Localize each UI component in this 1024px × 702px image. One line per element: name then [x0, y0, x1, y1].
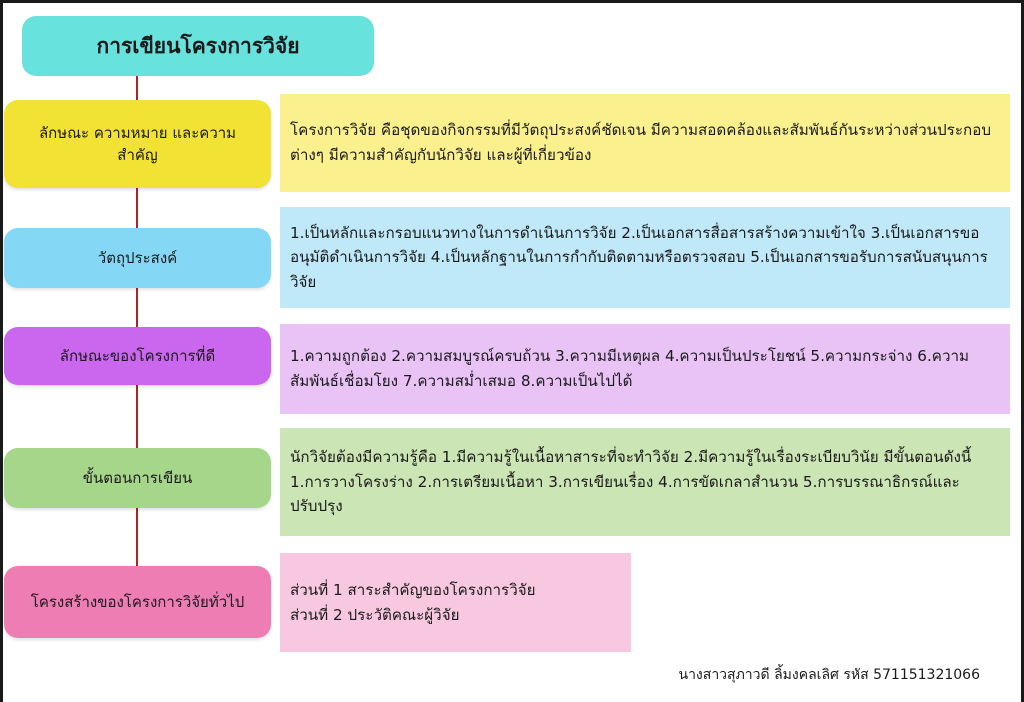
content-line: ส่วนที่ 2 ประวัติคณะผู้วิจัย [290, 605, 460, 624]
content-good-project-characteristics [280, 324, 1010, 414]
diagram-title-text: การเขียนโครงการวิจัย [96, 33, 300, 58]
diagram-title [22, 16, 374, 76]
label-text: ขั้นตอนการเขียน [82, 468, 193, 487]
left-border [0, 0, 3, 702]
label-objectives [4, 228, 271, 288]
content-text: นักวิจัยต้องมีความรู้คือ 1.มีความรู้ในเนื้อหาสาระที่จะทำวิจัย 2.มีความรู้ในเรื่องระเบียบวินัย มีขั้นตอนดังนี้ 1.การวางโครงร่าง 2.การเตรียมเนื้อหา 3.การเขียนเรื่อง 4.การขัดเกลาสำนวน 5.การบรรณาธิกรณ์และปรับปรุง [290, 448, 972, 516]
content-text: โครงการวิจัย คือชุดของกิจกรรมที่มีวัตถุประสงค์ชัดเจน มีความสอดคล้องและสัมพันธ์กันระหว่างส่วนประกอบต่างๆ มีความสำคัญกับนักวิจัย และผู้ที่เกี่ยวข้อง [290, 121, 991, 164]
content-writing-steps [280, 428, 1010, 536]
label-text: วัตถุประสงค์ [97, 248, 178, 267]
content-objectives [280, 207, 1010, 308]
author-credit: นางสาวสุภาวดี ลิ้มงคลเลิศ รหัส 571151321066 [678, 667, 980, 683]
label-writing-steps [4, 448, 271, 508]
label-text: โครงสร้างของโครงการวิจัยทั่วไป [30, 592, 245, 611]
label-characteristics-meaning-importance [4, 100, 271, 188]
content-research-project-structure [280, 553, 631, 652]
top-border [0, 0, 1024, 3]
content-text: 1.เป็นหลักและกรอบแนวทางในการดำเนินการวิจัย 2.เป็นเอกสารสื่อสารสร้างความเข้าใจ 3.เป็นเอกสารขออนุมัติดำเนินการวิจัย 4.เป็นหลักฐานในการกำกับติดตามหรือตรวจสอบ 5.เป็นเอกสารขอรับการสนับสนุนการวิจัย [290, 223, 988, 291]
content-characteristics-meaning-importance [280, 94, 1010, 192]
content-text: 1.ความถูกต้อง 2.ความสมบูรณ์ครบถ้วน 3.ความมีเหตุผล 4.ความเป็นประโยชน์ 5.ความกระจ่าง 6.ความสัมพันธ์เชื่อมโยง 7.ความสม่ำเสมอ 8.ความเป็นไปได้ [290, 347, 970, 390]
label-text: ลักษณะ ความหมาย และความสำคัญ [38, 123, 237, 164]
label-text: ลักษณะของโครงการที่ดี [59, 346, 216, 365]
label-research-project-structure [4, 566, 271, 638]
content-line: ส่วนที่ 1 สาระสำคัญของโครงการวิจัย [290, 580, 536, 599]
label-good-project-characteristics [4, 327, 271, 385]
